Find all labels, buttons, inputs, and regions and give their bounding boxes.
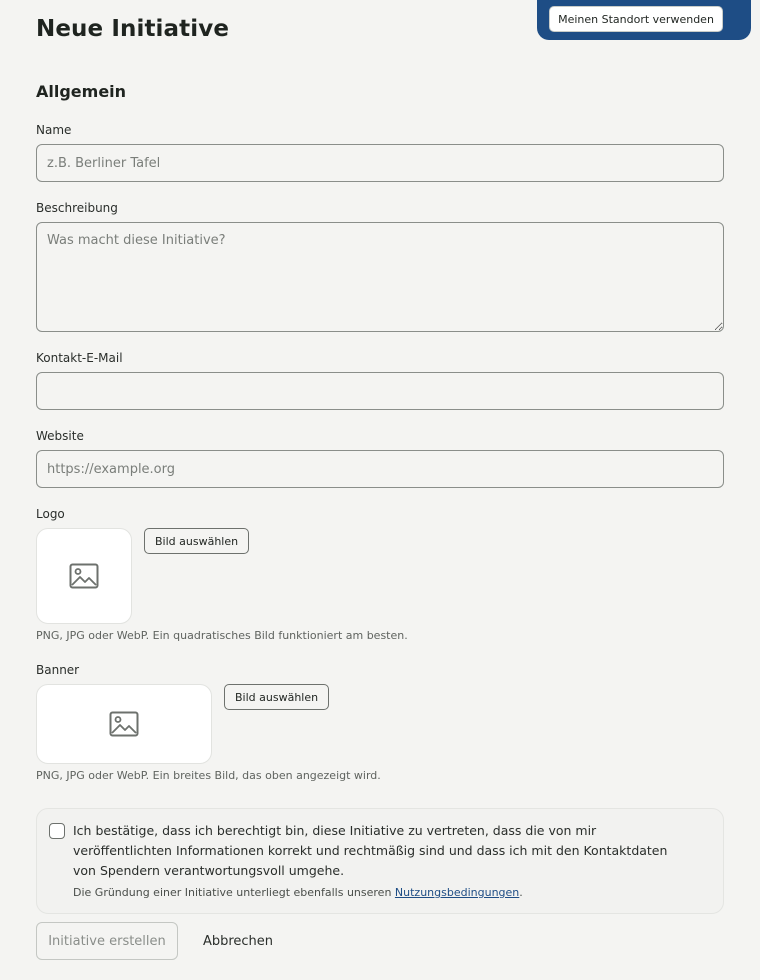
name-label: Name <box>36 123 72 137</box>
page-title: Neue Initiative <box>36 16 230 42</box>
banner-select-button[interactable]: Bild auswählen <box>224 684 329 710</box>
name-input[interactable] <box>36 144 724 182</box>
banner-preview[interactable] <box>36 684 212 764</box>
logo-label: Logo <box>36 507 65 521</box>
website-label: Website <box>36 429 84 443</box>
image-placeholder-icon <box>69 563 99 589</box>
top-location-bar <box>537 0 751 40</box>
banner-hint: PNG, JPG oder WebP. Ein breites Bild, das oben angezeigt wird. <box>36 769 381 782</box>
consent-text: Ich bestätige, dass ich berechtigt bin, diese Initiative zu vertreten, dass die von mir veröffentlichten Informationen korrekt und rechtmäßig sind und dass ich mit den Kontaktdaten von Spendern verantwortungsvoll umgehe. <box>73 823 668 878</box>
consent-note <box>73 886 523 899</box>
email-input[interactable] <box>36 372 724 410</box>
consent-note-prefix: Die Gründung einer Initiative unterliegt ebenfalls unseren <box>73 886 395 899</box>
logo-hint: PNG, JPG oder WebP. Ein quadratisches Bild funktioniert am besten. <box>36 629 408 642</box>
banner-label: Banner <box>36 663 80 677</box>
description-label: Beschreibung <box>36 201 118 215</box>
logo-select-button[interactable]: Bild auswählen <box>144 528 249 554</box>
use-my-location-button[interactable]: Meinen Standort verwenden <box>549 6 723 32</box>
description-textarea[interactable] <box>36 222 724 332</box>
website-input[interactable] <box>36 450 724 488</box>
cancel-button[interactable]: Abbrechen <box>192 922 284 960</box>
section-title: Allgemein <box>36 82 127 101</box>
logo-preview[interactable] <box>36 528 132 624</box>
consent-checkbox[interactable] <box>49 823 65 839</box>
email-label: Kontakt-E-Mail <box>36 351 123 365</box>
terms-link[interactable]: Nutzungsbedingungen <box>394 886 520 899</box>
image-placeholder-icon <box>109 711 139 737</box>
consent-box <box>36 808 724 914</box>
consent-note-suffix: . <box>519 886 523 899</box>
create-initiative-button[interactable]: Initiative erstellen <box>36 922 178 960</box>
